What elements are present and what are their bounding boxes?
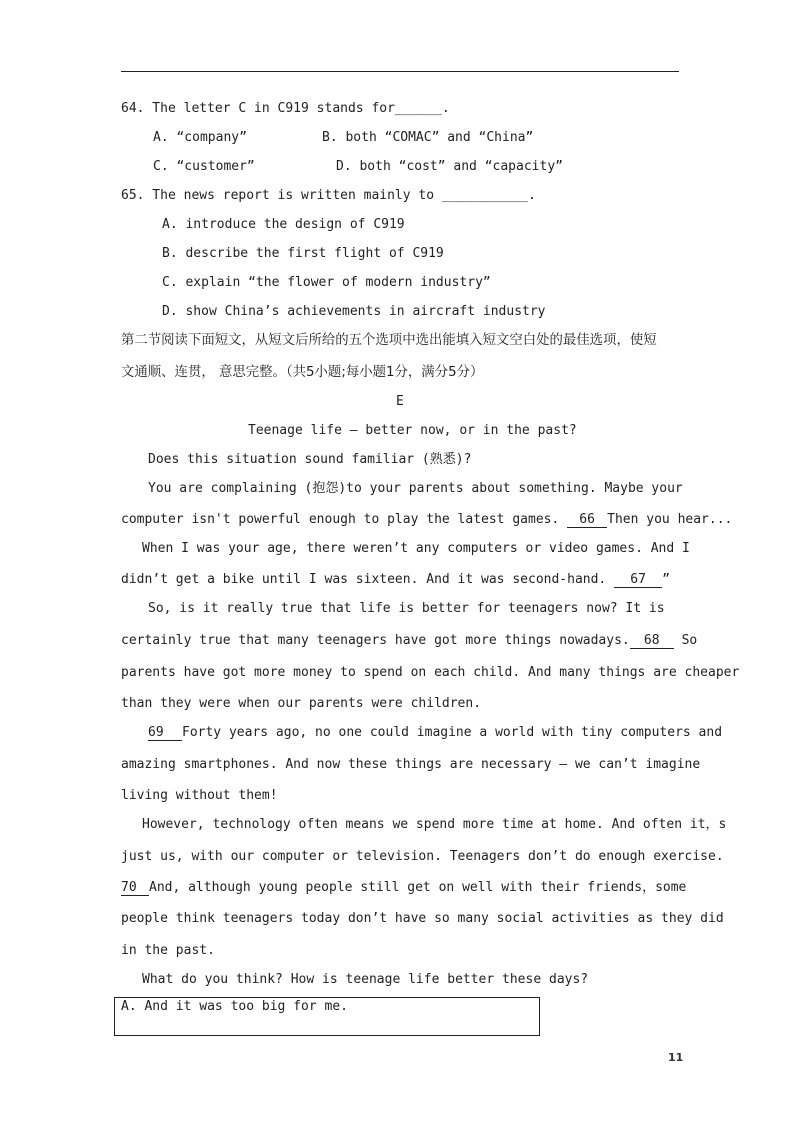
q65-option-c: C. explain “the flower of modern industry” — [162, 275, 491, 290]
paragraph-line: What do you think? How is teenage life better these days? — [142, 972, 589, 987]
paragraph-line — [148, 725, 722, 741]
q65-option-d: D. show China’s achievements in aircraft industry — [162, 304, 546, 319]
paragraph-line: So, is it really true that life is better for teenagers now? It is — [148, 601, 665, 616]
page-number: 11 — [668, 1051, 684, 1064]
q65-option-b: B. describe the first flight of C919 — [162, 246, 444, 261]
paragraph-text: So — [681, 633, 698, 648]
header-rule — [121, 71, 679, 72]
paragraph-line: You are complaining (抱怨)to your parents about something. Maybe your — [148, 481, 683, 496]
paragraph-line: However, technology often means we spend more time at home. And often it，s — [142, 817, 727, 832]
q64-stem: 64. The letter C in C919 stands for______. — [121, 101, 450, 116]
paragraph-line: people think teenagers today don’t have so many social activities as they did — [121, 911, 724, 926]
paragraph-line: than they were when our parents were children. — [121, 696, 482, 711]
section-instruction-line1: 第二节阅读下面短文，从短文后所给的五个选项中选出能填入短文空白处的最佳选项，使短 — [121, 333, 657, 348]
paragraph-line: When I was your age, there weren’t any computers or video games. And I — [142, 541, 690, 556]
q64-option-c: C. “customer” — [153, 159, 255, 174]
paragraph-line: just us, with our computer or television. Teenagers don’t do enough exercise. — [121, 849, 724, 864]
q64-option-d: D. both “cost” and “capacity” — [336, 159, 563, 174]
paragraph-text: Forty years ago, no one could imagine a world with tiny computers and — [182, 725, 723, 740]
paragraph-line — [121, 572, 670, 588]
q64-option-a: A. “company” — [153, 130, 247, 145]
blank-68: 68 — [630, 634, 674, 649]
paragraph-text: computer isn't powerful enough to play the latest games. — [121, 512, 568, 527]
paragraph-line: Does this situation sound familiar (熟悉)? — [148, 452, 472, 467]
paragraph-text: Then you hear... — [607, 512, 733, 527]
paragraph-line: parents have got more money to spend on each child. And many things are cheaper — [121, 665, 740, 680]
paragraph-text: certainly true that many teenagers have got more things nowadays. — [121, 633, 630, 648]
passage-label: E — [396, 394, 404, 409]
paragraph-text: ” — [662, 572, 670, 587]
passage-title: Teenage life — better now, or in the past? — [248, 423, 577, 438]
option-a: A. And it was too big for me. — [121, 999, 348, 1014]
paragraph-line: amazing smartphones. And now these things are necessary — we can’t imagine — [121, 757, 701, 772]
paragraph-line: living without them! — [121, 788, 278, 803]
q65-option-a: A. introduce the design of C919 — [162, 217, 405, 232]
q65-stem: 65. The news report is written mainly to ___________. — [121, 188, 536, 203]
blank-66: 66 — [567, 513, 607, 528]
q64-option-b: B. both “COMAC” and “China” — [322, 130, 534, 145]
blank-67: 67 — [614, 573, 662, 588]
paragraph-line — [121, 633, 697, 649]
paragraph-line — [121, 512, 732, 528]
section-instruction-line2: 文通顺、连贯， 意思完整。（共5小题;每小题1分，满分5分） — [121, 365, 484, 380]
paragraph-text: didn’t get a bike until I was sixteen. And it was second-hand. — [121, 572, 615, 587]
blank-69: 69 — [148, 726, 182, 741]
paragraph-line — [121, 880, 686, 896]
paragraph-text: And, although young people still get on well with their friends，some — [149, 880, 687, 895]
blank-70: 70 — [121, 881, 149, 896]
paragraph-line: in the past. — [121, 943, 215, 958]
